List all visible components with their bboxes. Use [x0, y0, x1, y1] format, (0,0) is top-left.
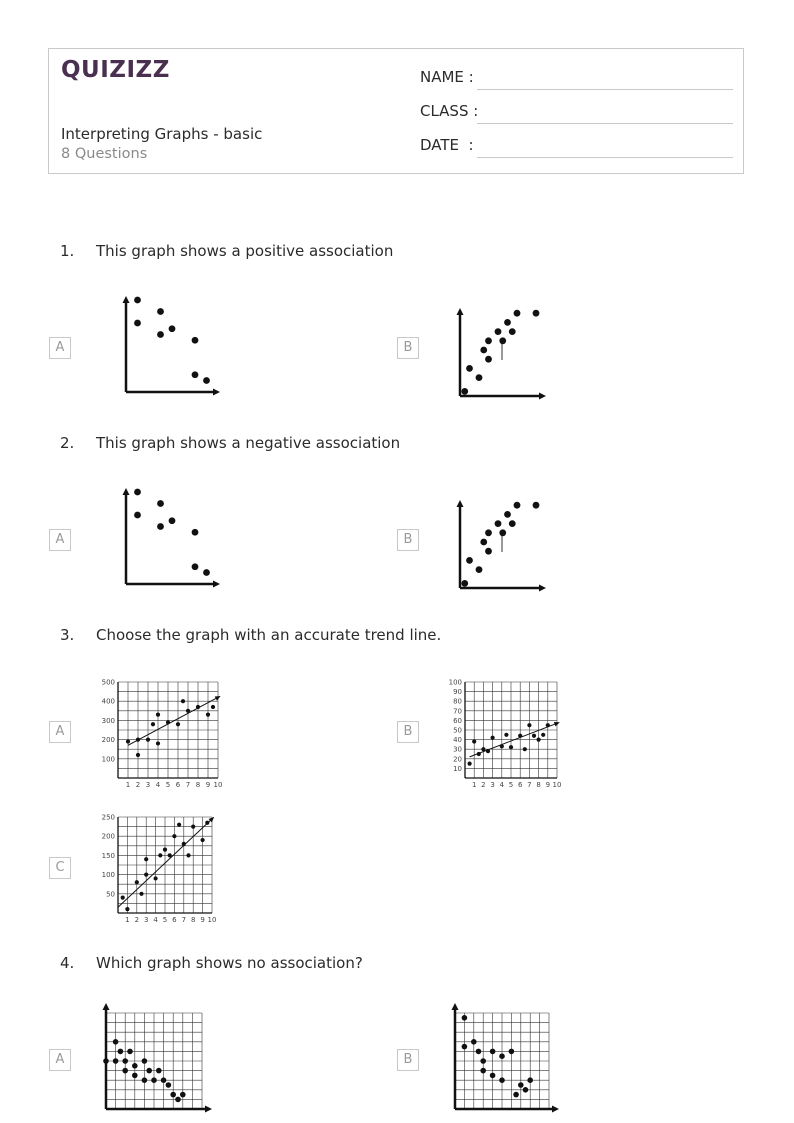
x-tick-label: 10	[213, 781, 223, 789]
q3-option-b-graph	[447, 678, 575, 793]
x-tick-label: 10	[207, 916, 217, 924]
data-point	[472, 739, 476, 743]
y-axis-arrow	[123, 488, 130, 495]
y-tick-label: 100	[448, 678, 462, 687]
data-point	[127, 1049, 133, 1055]
y-axis-arrow	[457, 500, 464, 507]
data-point	[485, 548, 492, 555]
data-point	[527, 1077, 533, 1083]
data-point	[134, 297, 141, 304]
data-point	[546, 723, 550, 727]
data-point	[175, 1097, 181, 1103]
data-point	[527, 723, 531, 727]
question-3-text: Choose the graph with an accurate trend line.	[96, 626, 442, 644]
question-4-number: 4.	[60, 954, 75, 972]
data-point	[481, 747, 485, 751]
data-point	[154, 876, 158, 880]
x-tick-label: 8	[536, 781, 541, 789]
data-point	[490, 1073, 496, 1079]
data-point	[122, 1058, 128, 1064]
data-point	[499, 337, 506, 344]
data-point	[509, 520, 516, 527]
q3-option-a[interactable]: A	[49, 721, 71, 743]
y-tick-label: 100	[101, 871, 115, 880]
trend-line	[470, 723, 557, 757]
data-point	[537, 738, 541, 742]
data-point	[480, 1058, 486, 1064]
y-tick-label: 100	[101, 755, 115, 764]
data-point	[191, 825, 195, 829]
data-point	[486, 749, 490, 753]
x-tick-label: 9	[205, 781, 211, 789]
data-point	[134, 320, 141, 327]
data-point	[186, 853, 190, 857]
data-point	[157, 500, 164, 507]
data-point	[480, 1068, 486, 1074]
q2-option-a-graph	[110, 484, 220, 592]
y-tick-label: 30	[453, 745, 462, 754]
data-point	[161, 1077, 167, 1083]
y-tick-label: 50	[106, 890, 115, 899]
data-point	[121, 896, 125, 900]
data-point	[151, 1077, 157, 1083]
data-point	[169, 325, 176, 332]
y-tick-label: 40	[453, 736, 462, 745]
x-tick-label: 2	[481, 781, 486, 789]
data-point	[495, 328, 502, 335]
data-point	[182, 842, 186, 846]
data-point	[485, 356, 492, 363]
data-point	[172, 834, 176, 838]
data-point	[499, 529, 506, 536]
data-point	[166, 1082, 172, 1088]
x-tick-label: 4	[155, 781, 161, 789]
y-tick-label: 300	[101, 716, 115, 725]
x-tick-label: 3	[490, 781, 495, 789]
x-tick-label: 8	[190, 916, 196, 924]
data-point	[504, 733, 508, 737]
q1-option-a[interactable]: A	[49, 337, 71, 359]
question-4-text: Which graph shows no association?	[96, 954, 363, 972]
x-tick-label: 5	[165, 781, 171, 789]
data-point	[135, 880, 139, 884]
data-point	[166, 720, 170, 724]
data-point	[485, 337, 492, 344]
name-label: NAME :	[420, 68, 474, 86]
x-tick-label: 6	[517, 781, 523, 789]
y-axis-arrow	[457, 308, 464, 315]
q2-option-b[interactable]: B	[397, 529, 419, 551]
q1-option-a-graph	[110, 292, 220, 400]
data-point	[142, 1077, 148, 1083]
data-point	[509, 328, 516, 335]
x-tick-label: 4	[153, 916, 158, 924]
y-axis-arrow	[123, 296, 130, 303]
worksheet-header	[48, 48, 744, 174]
data-point	[466, 365, 473, 372]
x-tick-label: 4	[499, 781, 505, 789]
data-point	[168, 853, 172, 857]
data-point	[504, 319, 511, 326]
data-point	[541, 733, 545, 737]
y-tick-label: 20	[453, 755, 462, 764]
data-point	[477, 752, 481, 756]
data-point	[192, 529, 199, 536]
data-point	[499, 1077, 505, 1083]
data-point	[533, 310, 540, 317]
data-point	[142, 1058, 148, 1064]
x-axis-arrow	[552, 1106, 559, 1113]
x-tick-label: 3	[145, 781, 151, 789]
data-point	[203, 377, 210, 384]
data-point	[144, 873, 148, 877]
q3-option-a-graph	[96, 678, 226, 793]
data-point	[158, 853, 162, 857]
data-point	[485, 529, 492, 536]
data-point	[103, 1058, 109, 1064]
data-point	[491, 736, 495, 740]
data-point	[192, 337, 199, 344]
q1-option-b-graph	[450, 300, 550, 402]
y-tick-label: 90	[453, 688, 462, 697]
data-point	[490, 1049, 496, 1055]
q3-option-c-graph	[96, 813, 226, 928]
data-point	[462, 1015, 468, 1021]
data-point	[157, 331, 164, 338]
data-point	[514, 502, 521, 509]
name-field[interactable]	[477, 89, 733, 90]
x-tick-label: 6	[175, 781, 181, 789]
y-tick-label: 70	[453, 707, 462, 716]
x-tick-label: 9	[545, 781, 551, 789]
data-point	[514, 310, 521, 317]
data-point	[122, 1068, 128, 1074]
data-point	[205, 821, 209, 825]
data-point	[186, 709, 190, 713]
x-axis-arrow	[205, 1106, 212, 1113]
y-axis-arrow	[452, 1003, 459, 1010]
y-tick-label: 200	[101, 832, 115, 841]
data-point	[461, 580, 468, 587]
x-tick-label: 8	[195, 781, 201, 789]
data-point	[132, 1063, 138, 1069]
question-2-number: 2.	[60, 434, 75, 452]
x-tick-label: 2	[135, 781, 141, 789]
data-point	[196, 705, 200, 709]
question-1-text: This graph shows a positive association	[96, 242, 394, 260]
data-point	[509, 1049, 515, 1055]
data-point	[192, 371, 199, 378]
data-point	[201, 838, 205, 842]
date-field[interactable]	[477, 157, 733, 158]
x-axis-arrow	[539, 585, 546, 592]
data-point	[151, 722, 155, 726]
q4-option-a-graph	[96, 1003, 216, 1118]
data-point	[146, 738, 150, 742]
data-point	[118, 1049, 124, 1055]
y-tick-label: 80	[453, 697, 462, 706]
worksheet-title: Interpreting Graphs - basic	[61, 125, 263, 143]
data-point	[192, 563, 199, 570]
x-tick-label: 6	[172, 916, 177, 924]
q4-option-b[interactable]: B	[397, 1049, 419, 1071]
data-point	[177, 823, 181, 827]
data-point	[532, 734, 536, 738]
class-field[interactable]	[477, 123, 733, 124]
data-point	[533, 502, 540, 509]
data-point	[113, 1039, 119, 1045]
y-tick-label: 200	[101, 736, 115, 745]
x-axis-arrow	[539, 393, 546, 400]
data-point	[181, 699, 185, 703]
data-point	[461, 388, 468, 395]
data-point	[518, 734, 522, 738]
question-count: 8 Questions	[61, 146, 148, 162]
data-point	[157, 523, 164, 530]
q2-option-b-graph	[450, 492, 550, 594]
data-point	[156, 713, 160, 717]
data-point	[523, 747, 527, 751]
data-point	[134, 489, 141, 496]
data-point	[509, 745, 513, 749]
x-axis-arrow	[213, 581, 220, 588]
trend-line	[128, 697, 218, 745]
class-label: CLASS :	[420, 102, 479, 120]
y-tick-label: 10	[453, 764, 462, 773]
data-point	[476, 1049, 482, 1055]
data-point	[495, 520, 502, 527]
data-point	[504, 511, 511, 518]
x-tick-label: 7	[527, 781, 532, 789]
data-point	[480, 347, 487, 354]
data-point	[476, 566, 483, 573]
data-point	[180, 1092, 186, 1098]
q1-option-b[interactable]: B	[397, 337, 419, 359]
data-point	[499, 1053, 505, 1059]
data-point	[206, 713, 210, 717]
y-tick-label: 60	[453, 716, 462, 725]
x-tick-label: 2	[134, 916, 140, 924]
data-point	[126, 739, 130, 743]
data-point	[132, 1073, 138, 1079]
q4-option-b-graph	[445, 1003, 565, 1118]
data-point	[500, 744, 504, 748]
y-tick-label: 250	[101, 813, 115, 822]
question-3-number: 3.	[60, 626, 75, 644]
data-point	[468, 762, 472, 766]
x-tick-label: 7	[181, 916, 187, 924]
q2-option-a[interactable]: A	[49, 529, 71, 551]
x-tick-label: 9	[200, 916, 205, 924]
q3-option-c[interactable]: C	[49, 857, 71, 879]
data-point	[170, 1092, 176, 1098]
data-point	[203, 569, 210, 576]
data-point	[156, 1068, 162, 1074]
data-point	[480, 539, 487, 546]
data-point	[125, 907, 129, 911]
question-2-text: This graph shows a negative association	[96, 434, 401, 452]
y-axis-arrow	[103, 1003, 110, 1010]
x-tick-label: 3	[143, 916, 149, 924]
data-point	[134, 512, 141, 519]
x-tick-label: 10	[552, 781, 562, 789]
y-tick-label: 400	[101, 697, 115, 706]
data-point	[144, 857, 148, 861]
y-tick-label: 500	[101, 678, 115, 687]
data-point	[211, 705, 215, 709]
x-axis-arrow	[213, 389, 220, 396]
data-point	[136, 753, 140, 757]
data-point	[136, 738, 140, 742]
quizizz-logo: QUIZIZZ	[61, 57, 170, 83]
data-point	[523, 1087, 529, 1093]
data-point	[163, 848, 167, 852]
y-tick-label: 150	[101, 851, 115, 860]
data-point	[466, 557, 473, 564]
x-tick-label: 5	[162, 916, 168, 924]
x-tick-label: 7	[185, 781, 191, 789]
data-point	[139, 892, 143, 896]
data-point	[157, 308, 164, 315]
data-point	[156, 741, 160, 745]
y-tick-label: 50	[453, 726, 462, 735]
data-point	[476, 374, 483, 381]
q3-option-b[interactable]: B	[397, 721, 419, 743]
data-point	[471, 1039, 477, 1045]
date-label: DATE :	[420, 136, 474, 154]
question-1-number: 1.	[60, 242, 75, 260]
data-point	[176, 722, 180, 726]
x-tick-label: 1	[471, 781, 477, 789]
x-tick-label: 1	[125, 781, 131, 789]
data-point	[518, 1082, 524, 1088]
x-tick-label: 1	[125, 916, 130, 924]
data-point	[146, 1068, 152, 1074]
data-point	[513, 1092, 519, 1098]
data-point	[462, 1044, 468, 1050]
x-tick-label: 5	[508, 781, 514, 789]
data-point	[113, 1058, 119, 1064]
q4-option-a[interactable]: A	[49, 1049, 71, 1071]
data-point	[169, 517, 176, 524]
